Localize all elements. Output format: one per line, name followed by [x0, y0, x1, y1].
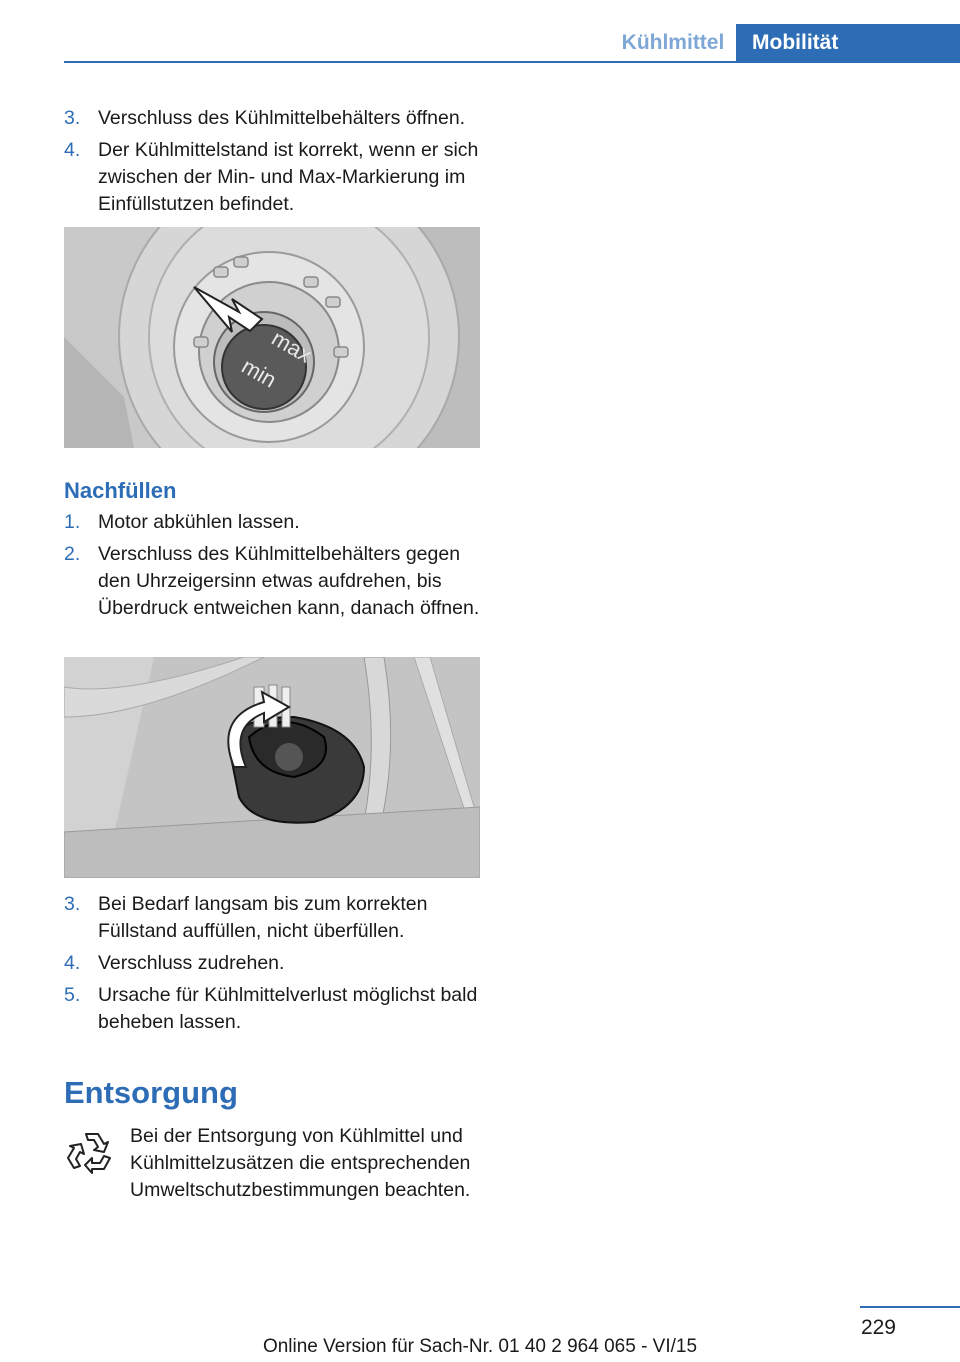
step-text: Verschluss zudrehen. — [98, 952, 285, 974]
refill-steps-list-continued — [64, 891, 484, 1041]
step-number: 5. — [64, 984, 81, 1006]
list-item — [64, 891, 484, 945]
refill-steps-list — [64, 509, 484, 627]
header-chapter-tab: Mobilität — [736, 24, 960, 62]
step-number: 1. — [64, 511, 81, 533]
step-text: Verschluss des Kühlmittelbehälters öffnen. — [98, 107, 466, 129]
step-number: 4. — [64, 952, 81, 974]
step-number: 4. — [64, 139, 81, 161]
max-marking: max — [267, 325, 317, 368]
list-item — [64, 137, 484, 218]
page-number: 229 — [860, 1316, 896, 1339]
step-number: 3. — [64, 893, 81, 915]
list-item — [64, 982, 484, 1036]
cap-opening-illustration — [64, 657, 480, 878]
step-number: 2. — [64, 543, 81, 565]
list-item — [64, 509, 484, 536]
icon-indent — [64, 1123, 130, 1203]
step-text: Motor abkühlen lassen. — [98, 511, 300, 533]
footer-version: Online Version für Sach-Nr. 01 40 2 964 065 - VI/15 — [262, 1336, 698, 1357]
disposal-heading: Entsorgung — [64, 1075, 238, 1110]
step-text: Bei Bedarf langsam bis zum korrekten Füllstand auffüllen, nicht überfüllen. — [98, 893, 428, 942]
header-section-tab: Kühlmittel — [621, 31, 725, 54]
footer-rule — [860, 1306, 960, 1308]
min-marking: min — [237, 353, 281, 393]
step-text: Ursache für Kühlmittelverlust möglichst bald beheben lassen. — [98, 984, 478, 1033]
filler-neck-illustration — [64, 227, 480, 448]
step-number: 3. — [64, 107, 81, 129]
disposal-paragraph — [64, 1123, 484, 1204]
step-text: Der Kühlmittelstand ist korrekt, wenn er sich zwischen der Min- und Max-Markierung im Einfüllstutzen befindet. — [98, 139, 479, 215]
header-rule — [64, 61, 960, 63]
check-steps-list — [64, 105, 484, 223]
refill-heading: Nachfüllen — [64, 478, 177, 503]
list-item — [64, 541, 484, 622]
disposal-text: Bei der Entsorgung von Kühlmittel und Kühlmittelzusätzen die entsprechenden Umweltschutzbestimmungen beachten. — [130, 1125, 471, 1201]
list-item — [64, 950, 484, 977]
step-text: Verschluss des Kühlmittelbehälters gegen den Uhrzeigersinn etwas aufdrehen, bis Überdruck entweichen kann, danach öffnen. — [98, 543, 480, 619]
list-item — [64, 105, 484, 132]
